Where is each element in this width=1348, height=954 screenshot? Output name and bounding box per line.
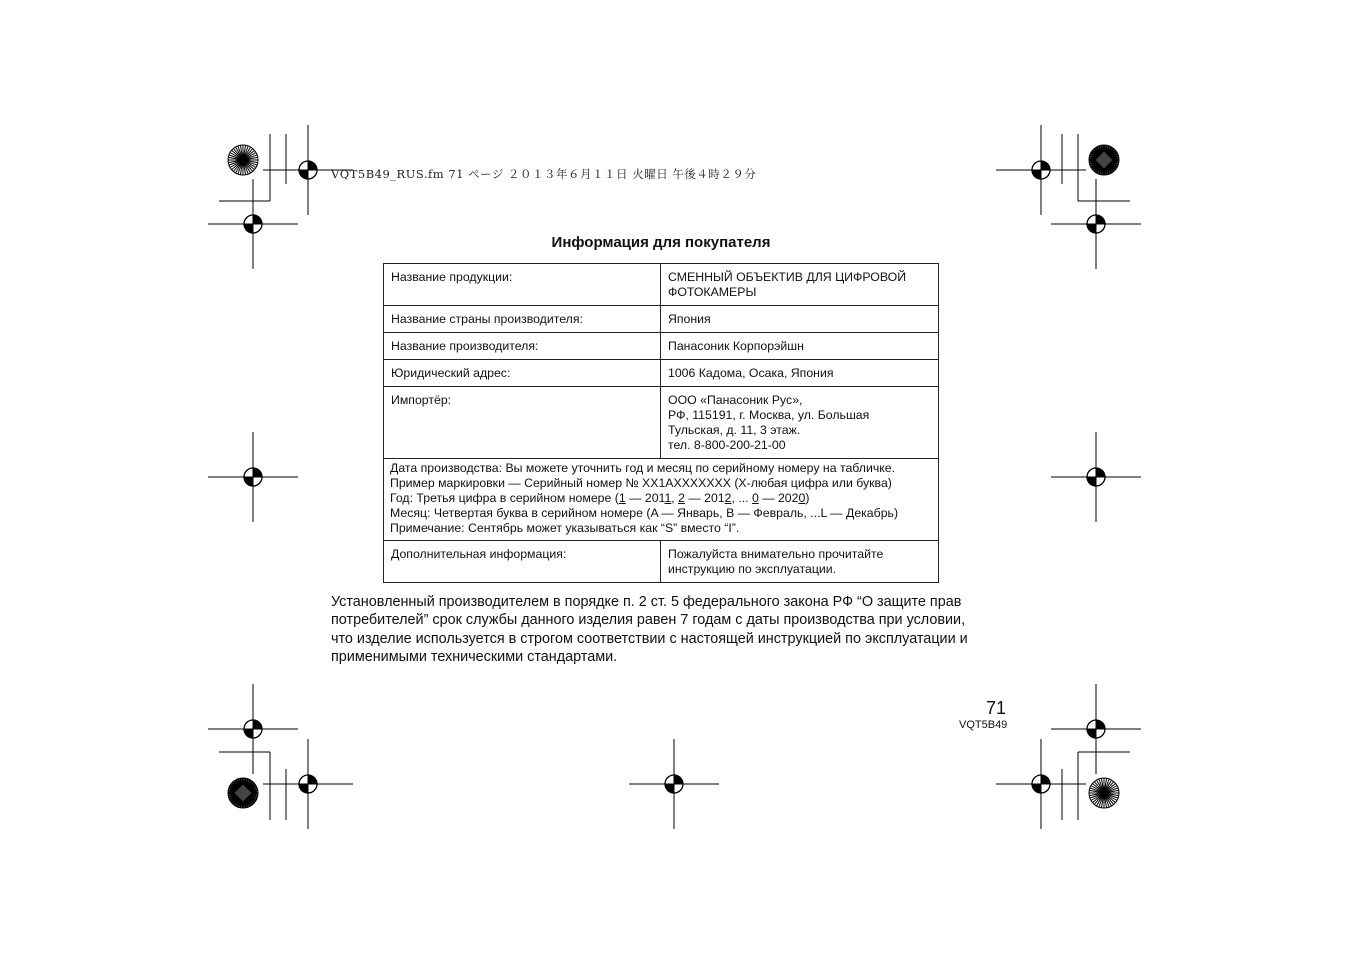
- row-value: [661, 387, 939, 459]
- row-label: Название страны производителя:: [384, 306, 661, 333]
- value-line: Пожалуйста внимательно прочитайте: [668, 547, 884, 561]
- row-label: Импортёр:: [384, 387, 661, 459]
- underlined-digit: 2: [724, 491, 732, 505]
- underlined-digit: 0: [751, 491, 759, 505]
- text-part: — 202: [758, 491, 799, 505]
- production-line: Месяц: Четвертая буква в серийном номере (A — Январь, B — Февраль, ...L — Декабрь): [390, 506, 899, 520]
- value-line: Панасоник Корпорэйшн: [668, 339, 804, 353]
- text-part: — 201: [684, 491, 725, 505]
- value-line: инструкцию по эксплуатации.: [668, 562, 837, 576]
- text-part: ): [805, 491, 810, 505]
- production-date-info: [384, 459, 939, 541]
- row-value: [661, 306, 939, 333]
- text-part: Год: Третья цифра в серийном номере (: [390, 491, 619, 505]
- row-label: Юридический адрес:: [384, 360, 661, 387]
- production-line: Пример маркировки — Серийный номер № XX1AXXXXXXX (X-любая цифра или буква): [390, 476, 892, 490]
- production-line: Примечание: Сентябрь может указываться как “S” вместо “I”.: [390, 521, 740, 535]
- row-label: Название продукции:: [384, 264, 661, 306]
- value-line: тел. 8-800-200-21-00: [668, 438, 786, 452]
- row-value: [661, 360, 939, 387]
- production-year-line: [390, 491, 932, 506]
- value-line: ООО «Панасоник Рус»,: [668, 393, 803, 407]
- underlined-digit: 2: [678, 491, 685, 505]
- row-label: Название производителя:: [384, 333, 661, 360]
- value-line: СМЕННЫЙ ОБЪЕКТИВ ДЛЯ ЦИФРОВОЙ: [668, 270, 907, 284]
- row-label: Дополнительная информация:: [384, 541, 661, 583]
- text-part: , ...: [731, 491, 752, 505]
- buyer-info-table: [383, 263, 939, 583]
- row-value: [661, 541, 939, 583]
- underlined-digit: 1: [618, 491, 626, 505]
- table-row: [384, 306, 939, 333]
- production-line: Дата производства: Вы можете уточнить год и месяц по серийному номеру на табличке.: [390, 461, 895, 475]
- text-part: — 201: [625, 491, 665, 505]
- table-row: [384, 541, 939, 583]
- underlined-digit: 0: [798, 491, 806, 505]
- value-line: 1006 Кадома, Осака, Япония: [668, 366, 834, 380]
- production-date-row: [384, 459, 939, 541]
- page-title: Информация для покупателя: [551, 234, 771, 251]
- table-row: [384, 264, 939, 306]
- table-row: [384, 360, 939, 387]
- table-row: [384, 333, 939, 360]
- document-code: VQT5B49: [959, 719, 1008, 731]
- value-line: Япония: [668, 312, 711, 326]
- paragraph-line: потребителей” срок службы данного изделия равен 7 годам с даты производства при условии,: [331, 612, 966, 629]
- value-line: РФ, 115191, г. Москва, ул. Большая: [668, 408, 870, 422]
- table-row: [384, 387, 939, 459]
- print-header: VQT5B49_RUS.fm 71 ページ ２０１３年６月１１日 火曜日 午後４時２９分: [331, 167, 757, 181]
- value-line: Тульская, д. 11, 3 этаж.: [668, 423, 801, 437]
- paragraph-line: Установленный производителем в порядке п. 2 ст. 5 федерального закона РФ “О защите прав: [331, 594, 962, 610]
- row-value: [661, 333, 939, 360]
- paragraph-line: что изделие используется в строгом соответствии с настоящей инструкцией по эксплуатации и: [331, 630, 968, 647]
- value-line: ФОТОКАМЕРЫ: [668, 285, 757, 299]
- service-life-paragraph: [331, 593, 1001, 666]
- page-number: 71: [986, 698, 1007, 718]
- text-part: ,: [671, 491, 679, 505]
- underlined-digit: 1: [664, 491, 672, 505]
- row-value: [661, 264, 939, 306]
- paragraph-line: применимыми техническими стандартами.: [331, 648, 618, 665]
